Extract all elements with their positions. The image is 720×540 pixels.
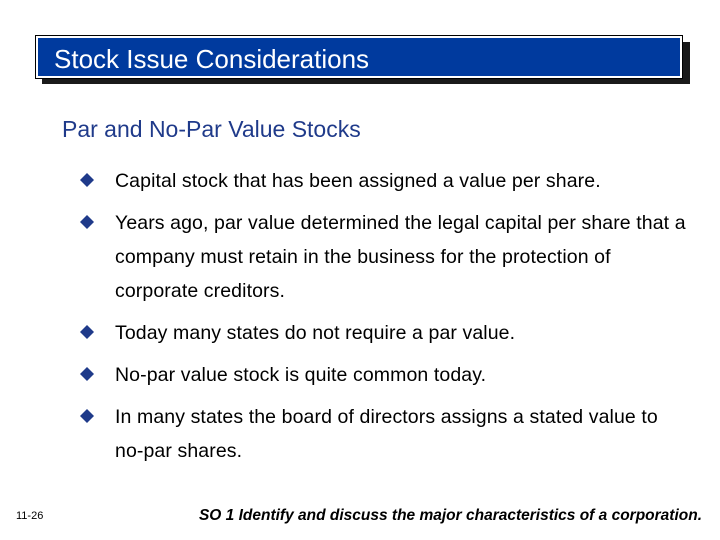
bullet-text: In many states the board of directors assigns a stated value to no-par shares. xyxy=(115,406,658,462)
diamond-bullet-icon xyxy=(80,215,94,229)
bullet-list xyxy=(78,164,688,476)
bullet-item xyxy=(78,400,688,468)
bullet-text: Years ago, par value determined the legal capital per share that a company must retain in the business for the protection of corporate creditors. xyxy=(115,212,686,302)
slide-title: Stock Issue Considerations xyxy=(54,44,370,74)
bullet-item xyxy=(78,206,688,308)
bullet-text: No-par value stock is quite common today. xyxy=(115,364,487,386)
diamond-bullet-icon xyxy=(80,367,94,381)
diamond-bullet-icon xyxy=(80,173,94,187)
bullet-text: Capital stock that has been assigned a value per share. xyxy=(115,170,601,192)
bullet-item xyxy=(78,316,688,350)
footer-objective: SO 1 Identify and discuss the major characteristics of a corporation. xyxy=(198,507,702,524)
bullet-text: Today many states do not require a par value. xyxy=(115,322,516,344)
title-bar xyxy=(36,36,682,78)
diamond-bullet-icon xyxy=(80,325,94,339)
slide-subtitle: Par and No-Par Value Stocks xyxy=(62,116,361,142)
bullet-item xyxy=(78,164,688,198)
diamond-bullet-icon xyxy=(80,409,94,423)
bullet-item xyxy=(78,358,688,392)
slide-number: 11-26 xyxy=(16,510,44,522)
